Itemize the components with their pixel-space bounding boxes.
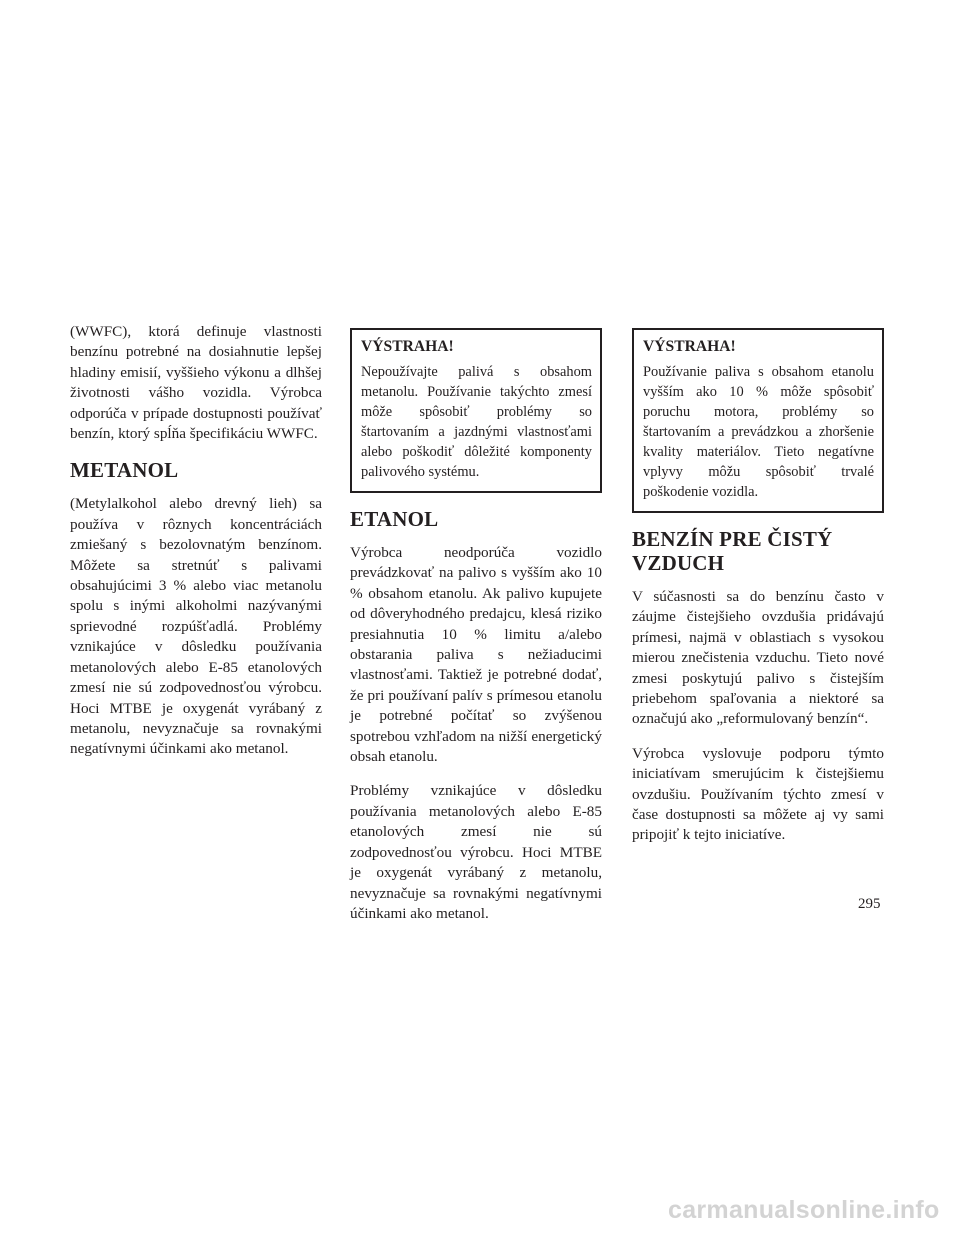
column-middle — [350, 322, 602, 924]
paragraph-wwfc: (WWFC), ktorá definuje vlastnosti benzínu potrebné na dosiahnutie lepšej hladiny emisií, vyššieho výkonu a dlhšej životnosti vášho vozidla. Výrobca odporúča v prípade dostupnosti používať benzín, ktorý spĺňa špecifikáciu WWFC. — [70, 323, 322, 443]
heading-etanol: ETANOL — [350, 507, 439, 531]
warning-text: Nepoužívajte palivá s obsahom metanolu. Používanie takýchto zmesí môže spôsobiť problémy so štartovaním a jazdnými vlastnosťami alebo poškodiť dôležité komponenty palivového systému. — [361, 364, 592, 480]
column-left — [70, 322, 322, 760]
warning-box-etanol — [632, 328, 884, 513]
heading-benzin: BENZÍN PRE ČISTÝ VZDUCH — [632, 527, 833, 575]
heading-metanol: METANOL — [70, 458, 179, 483]
page-number: 295 — [858, 896, 881, 912]
warning-box-metanol — [350, 328, 602, 493]
paragraph-benzin-1: V súčasnosti sa do benzínu často v záujme čistejšieho ovzdušia pridávajú prímesi, najmä v oblastiach s vysokou mierou znečistenia vzduchu. Tieto nové zmesi poskytujú palivo s čistejším priebehom spaľovania a niektoré sa označujú ako „reformulovaný benzín“. — [632, 588, 884, 728]
warning-text: Používanie paliva s obsahom etanolu vyšším ako 10 % môže spôsobiť poruchu motora, problémy so štartovaním a prevádzkou a zhoršenie kvality materiálov. Tieto negatívne vplyvy môžu spôsobiť trvalé poškodenie vozidla. — [643, 364, 874, 500]
paragraph-benzin-2: Výrobca vyslovuje podporu týmto iniciatívam smerujúcim k čistejšiemu ovzdušiu. Používaním týchto zmesí v čase dostupnosti sa môžete aj vy sami pripojiť k tejto iniciatíve. — [632, 744, 884, 844]
paragraph-etanol-1: Výrobca neodporúča vozidlo prevádzkovať na palivo s vyšším ako 10 % obsahom etanolu. Ak palivo kupujete od dôveryhodného predajcu, klesá riziko presiahnutia 10 % limitu a/alebo obstarania paliva s nežiaducimi vlastnosťami. Taktiež je potrebné dodať, že pri používaní palív s prímesou etanolu je potrebné počítať so zvýšenou spotrebou vzhľadom na nižší energetický obsah etanolu. — [350, 544, 602, 766]
paragraph-etanol-2: Problémy vznikajúce v dôsledku používania metanolových alebo E-85 etanolových zmesí nie sú zodpovednosťou výrobcu. Hoci MTBE je oxygenát vyrábaný z metanolu, nevyznačuje sa rovnakými negatívnymi účinkami ako metanol. — [350, 782, 602, 922]
warning-title: VÝSTRAHA! — [643, 338, 736, 355]
warning-title: VÝSTRAHA! — [361, 338, 454, 355]
watermark-text: carmanualsonline.info — [668, 1196, 940, 1224]
paragraph-metanol: (Metylalkohol alebo drevný lieh) sa používa v rôznych koncentráciách zmiešaný s bezolovnatým benzínom. Môžete sa stretnúť s palivami obsahujúcimi 3 % alebo viac metanolu spolu s inými alkoholmi nazývanými sprievodné rozpúšťadlá. Problémy vznikajúce v dôsledku používania metanolových alebo E-85 etanolových zmesí nie sú zodpovednosťou výrobcu. Hoci MTBE je oxygenát vyrábaný z metanolu, nevyznačuje sa rovnakými negatívnymi účinkami ako metanol. — [70, 495, 322, 758]
column-right — [632, 322, 884, 846]
